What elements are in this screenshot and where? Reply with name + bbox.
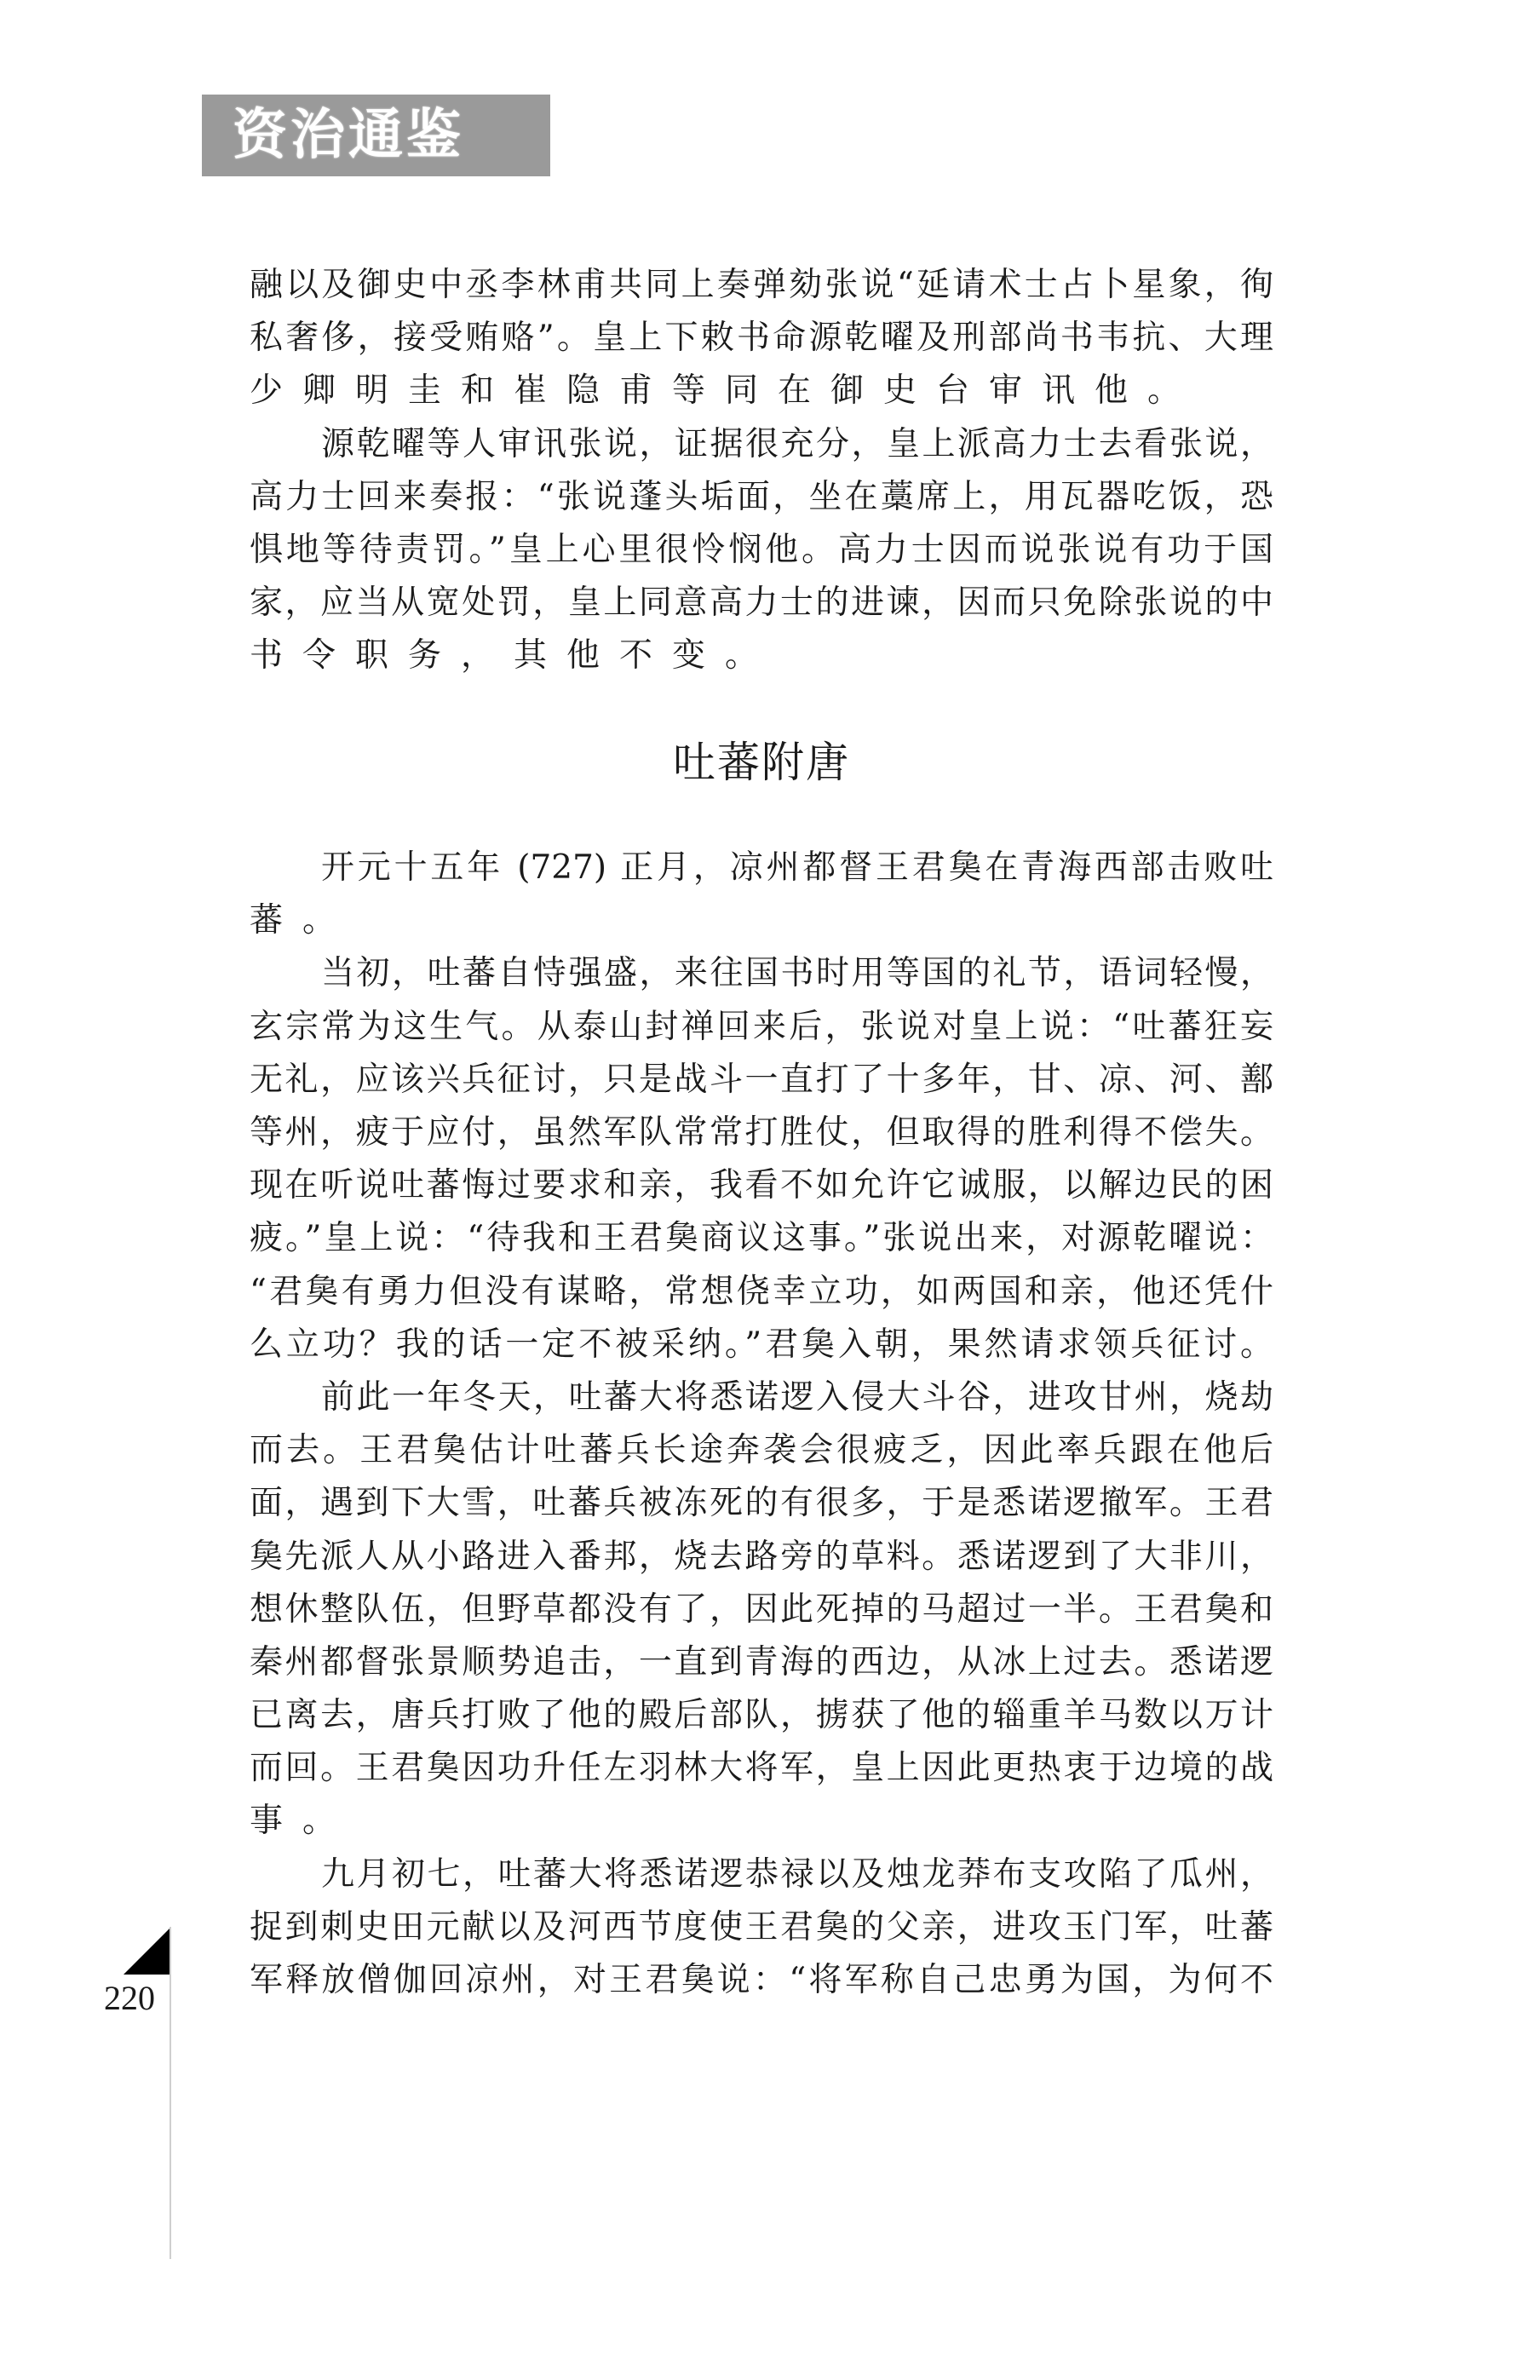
- text-line: 家，应当从宽处罚，皇上同意高力士的进谏，因而只免除张说的中: [250, 584, 1273, 623]
- paragraph: [250, 842, 1273, 947]
- text-line: 已离去，唐兵打败了他的殿后部队，掳获了他的辎重羊马数以万计: [250, 1696, 1273, 1735]
- text-line: 玄宗常为这生气。从泰山封禅回来后，张说对皇上说：“吐蕃狂妄: [250, 1007, 1273, 1046]
- text-line: 么立功？我的话一定不被采纳。”君㚟入朝，果然请求领兵征讨。: [250, 1325, 1273, 1364]
- text-line: 军释放僧伽回凉州，对王君㚟说：“将军称自己忠勇为国，为何不: [250, 1961, 1273, 2000]
- text-line: 事。: [250, 1802, 356, 1841]
- text-line: 少卿明圭和崔隐甫等同在御史台审讯他。: [250, 371, 1201, 411]
- text-line: 前此一年冬天，吐蕃大将悉诺逻入侵大斗谷，进攻甘州，烧劫: [321, 1377, 1273, 1417]
- page-corner-triangle: [124, 1927, 171, 1975]
- text-line: 高力士回来奏报：“张说蓬头垢面，坐在藁席上，用瓦器吃饭，恐: [250, 477, 1273, 516]
- text-line: 等州，疲于应付，虽然军队常常打胜仗，但取得的胜利得不偿失。: [250, 1113, 1273, 1153]
- text-line: 私奢侈，接受贿赂”。皇上下敕书命源乾曜及刑部尚书韦抗、大理: [250, 319, 1273, 358]
- section-title: 吐蕃附唐: [673, 737, 850, 787]
- paragraph: [250, 947, 1273, 1371]
- text-line: 而去。王君㚟估计吐蕃兵长途奔袭会很疲乏，因此率兵跟在他后: [250, 1431, 1273, 1470]
- text-line: 书令职务，其他不变。: [250, 636, 779, 675]
- paragraph: [250, 1371, 1273, 1848]
- text-line: 而回。王君㚟因功升任左羽林大将军，皇上因此更热衷于边境的战: [250, 1749, 1273, 1788]
- paragraph: [250, 259, 1273, 418]
- text-line: 疲。”皇上说：“待我和王君㚟商议这事。”张说出来，对源乾曜说：: [250, 1219, 1273, 1258]
- running-header: [202, 95, 550, 176]
- paragraph: [250, 1848, 1273, 2008]
- text-line: 当初，吐蕃自恃强盛，来往国书时用等国的礼节，语词轻慢，: [321, 954, 1273, 993]
- text-line: 面，遇到下大雪，吐蕃兵被冻死的有很多，于是悉诺逻撤军。王君: [250, 1484, 1273, 1523]
- text-line: 融以及御史中丞李林甫共同上奏弹劾张说“延请术士占卜星象，徇: [250, 266, 1273, 304]
- page-number: 220: [104, 1979, 155, 2017]
- text-line: 源乾曜等人审讯张说，证据很充分，皇上派高力士去看张说，: [321, 424, 1273, 463]
- text-line: 现在听说吐蕃悔过要求和亲，我看不如允许它诚服，以解边民的困: [250, 1166, 1273, 1205]
- text-line: 惧地等待责罚。”皇上心里很怜悯他。高力士因而说张说有功于国: [250, 530, 1273, 569]
- page-body: [250, 259, 1273, 2007]
- text-line: 开元十五年 (727) 正月，凉州都督王君㚟在青海西部击败吐: [321, 848, 1273, 888]
- text-line: 秦州都督张景顺势追击，一直到青海的西边，从冰上过去。悉诺逻: [250, 1642, 1273, 1682]
- margin-rule: [170, 1927, 171, 2259]
- text-line: 㚟先派人从小路进入番邦，烧去路旁的草料。悉诺逻到了大非川，: [250, 1537, 1273, 1576]
- text-line: “君㚟有勇力但没有谋略，常想侥幸立功，如两国和亲，他还凭什: [250, 1272, 1273, 1311]
- text-line: 蕃。: [250, 901, 356, 940]
- text-line: 无礼，应该兴兵征讨，只是战斗一直打了十多年，甘、凉、河、鄯: [250, 1060, 1273, 1099]
- text-line: 九月初七，吐蕃大将悉诺逻恭禄以及烛龙莽布支攻陷了瓜州，: [321, 1854, 1273, 1894]
- text-line: 想休整队伍，但野草都没有了，因此死掉的马超过一半。王君㚟和: [250, 1590, 1273, 1629]
- book-title: 资治通鉴: [233, 104, 464, 167]
- paragraph: [250, 418, 1273, 683]
- text-line: 捉到刺史田元献以及河西节度使王君㚟的父亲，进攻玉门军，吐蕃: [250, 1907, 1273, 1946]
